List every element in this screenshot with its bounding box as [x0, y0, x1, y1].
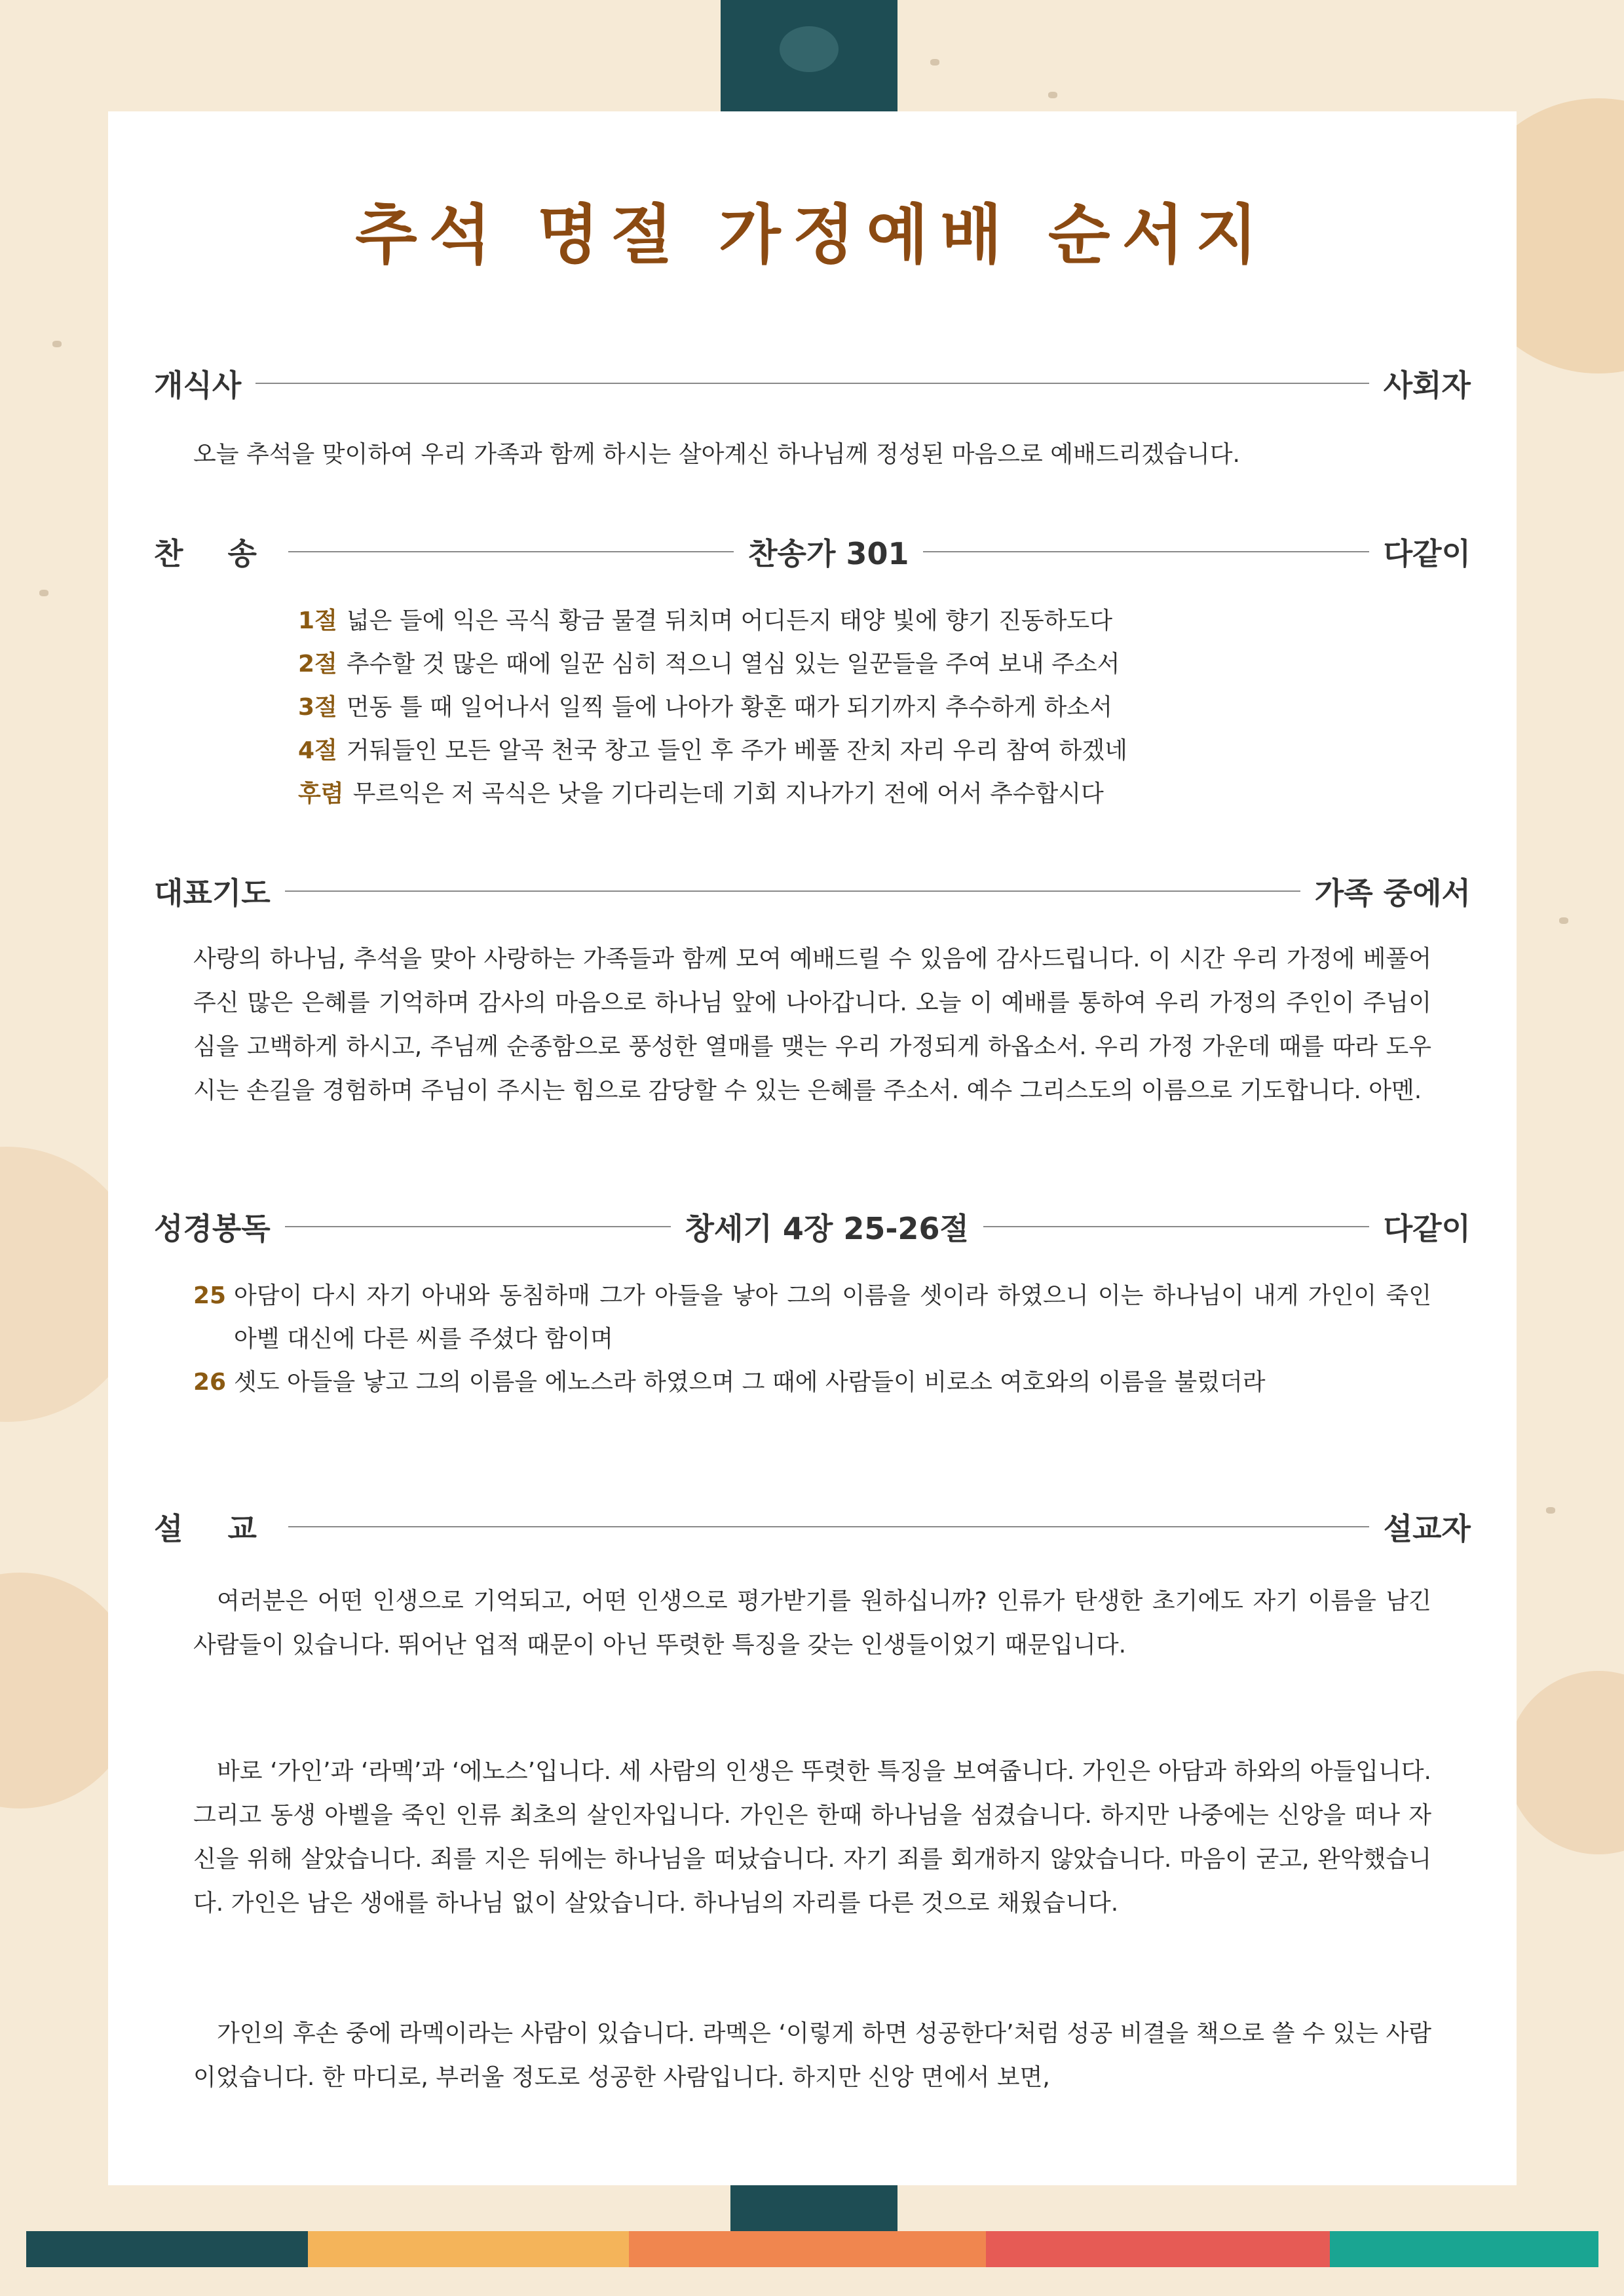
divider-line — [285, 890, 1300, 892]
sermon-paragraph: 가인의 후손 중에 라멕이라는 사람이 있습니다. 라멕은 ‘이렇게 하면 성공한다’처럼 성공 비결을 책으로 쓸 수 있는 사람이었습니다. 한 마디로, 부러울 정도로 성공한 사람입니다. 하지만 신앙 면에서 보면, — [193, 2020, 1431, 2091]
page-title: 추석 명절 가정예배 순서지 — [355, 197, 1270, 273]
background-speck — [52, 341, 62, 347]
background-speck — [1048, 92, 1057, 98]
section-header-sermon — [154, 1507, 1471, 1546]
divider-line — [288, 551, 734, 552]
background-speck — [39, 590, 48, 596]
prayer-text: 사랑의 하나님, 추석을 맞아 사랑하는 가족들과 함께 모여 예배드릴 수 있음에 감사드립니다. 이 시간 우리 가정에 베풀어주신 많은 은혜를 기억하며 감사의 마음으로 하나님 앞에 나아갑니다. 오늘 이 예배를 통하여 우리 가정의 주인이 주님이심을 고백하게 하시고, 주님께 순종함으로 풍성한 열매를 맺는 우리 가정되게 하옵소서. 우리 가정 가운데 때를 따라 도우시는 손길을 경험하며 주님이 주시는 힘으로 감당할 수 있는 은혜를 주소서. 예수 그리스도의 이름으로 기도합니다. 아멘. — [193, 946, 1431, 1104]
verse-text: 거둬들인 모든 알곡 천국 창고 들인 후 주가 베풀 잔치 자리 우리 참여 하겠네 — [346, 737, 1127, 764]
section-label: 대표기도 — [154, 875, 271, 911]
sermon-paragraph: 바로 ‘가인’과 ‘라멕’과 ‘에노스’입니다. 세 사람의 인생은 뚜렷한 특징을 보여줍니다. 가인은 아담과 하와의 아들입니다. 그리고 동생 아벨을 죽인 인류 최초의 살인자입니다. 가인은 한때 하나님을 섬겼습니다. 하지만 나중에는 신앙을 떠나 자신을 위해 살았습니다. 죄를 지은 뒤에는 하나님을 떠났습니다. 자기 죄를 회개하지 않았습니다. 마음이 굳고, 완악했습니다. 가인은 남은 생애를 하나님 없이 살았습니다. 하나님의 자리를 다른 것으로 채웠습니다. — [193, 1758, 1431, 1917]
verse-number: 25 — [193, 1282, 227, 1309]
divider-line — [983, 1226, 1369, 1227]
background-speck — [1559, 917, 1568, 924]
seal-ornament — [780, 26, 839, 72]
bottom-stripe-orange — [629, 2231, 986, 2267]
section-leader: 사회자 — [1383, 368, 1471, 403]
background-circle-right-bottom — [1507, 1671, 1624, 1854]
section-label: 성경봉독 — [154, 1211, 271, 1246]
section-label: 찬 송 — [154, 536, 274, 571]
sermon-paragraph: 여러분은 어떤 인생으로 기억되고, 어떤 인생으로 평가받기를 원하십니까? 인류가 탄생한 초기에도 자기 이름을 남긴 사람들이 있습니다. 뛰어난 업적 때문이 아닌 뚜렷한 특징을 갖는 인생들이었기 때문입니다. — [193, 1588, 1431, 1658]
section-leader: 가족 중에서 — [1314, 875, 1471, 911]
scripture-verse — [193, 1361, 1431, 1404]
divider-line — [255, 383, 1369, 384]
worship-program-card — [108, 111, 1517, 2185]
verse-text: 무르익은 저 곡식은 낫을 기다리는데 기회 지나가기 전에 어서 추수합시다 — [352, 780, 1104, 807]
bottom-stripe-yellow — [308, 2231, 629, 2267]
hymn-verses — [298, 600, 1127, 816]
section-leader: 설교자 — [1383, 1511, 1471, 1546]
hymn-verse — [298, 643, 1127, 686]
section-header-prayer — [154, 871, 1471, 911]
section-label: 개식사 — [154, 368, 242, 403]
scripture-verses — [193, 1274, 1431, 1404]
verse-number: 후렴 — [298, 780, 344, 807]
verse-number: 3절 — [298, 694, 337, 721]
scripture-verse — [193, 1274, 1431, 1361]
top-tab-decoration — [721, 0, 897, 111]
background-speck — [1546, 1507, 1555, 1514]
verse-number: 1절 — [298, 607, 337, 634]
section-leader: 다같이 — [1383, 536, 1471, 571]
bottom-stripe-green — [1330, 2231, 1598, 2267]
verse-number: 4절 — [298, 737, 337, 764]
verse-text: 추수할 것 많은 때에 일꾼 심히 적으니 열심 있는 일꾼들을 주여 보내 주소서 — [346, 651, 1120, 678]
opening-text: 오늘 추석을 맞이하여 우리 가족과 함께 하시는 살아계신 하나님께 정성된 마음으로 예배드리겠습니다. — [193, 441, 1240, 468]
section-header-opening — [154, 364, 1471, 403]
hymn-verse — [298, 600, 1127, 643]
bottom-stripe-red — [986, 2231, 1330, 2267]
scripture-reference: 창세기 4장 25-26절 — [685, 1211, 969, 1246]
background-speck — [930, 59, 939, 66]
verse-number: 2절 — [298, 651, 337, 678]
hymn-number: 찬송가 301 — [748, 536, 909, 571]
verse-number: 26 — [193, 1369, 227, 1396]
hymn-refrain — [298, 773, 1127, 816]
bottom-stripe-teal — [26, 2231, 308, 2267]
verse-text: 셋도 아들을 낳고 그의 이름을 에노스라 하였으며 그 때에 사람들이 비로소 여호와의 이름을 불렀더라 — [234, 1369, 1266, 1396]
verse-text: 아담이 다시 자기 아내와 동침하매 그가 아들을 낳아 그의 이름을 셋이라 하였으니 이는 하나님이 내게 가인이 죽인 아벨 대신에 다른 씨를 주셨다 함이며 — [234, 1282, 1431, 1352]
section-label: 설 교 — [154, 1511, 274, 1546]
divider-line — [923, 551, 1369, 552]
divider-line — [285, 1226, 671, 1227]
section-header-hymn — [154, 532, 1471, 571]
bottom-tab-decoration — [730, 2185, 897, 2231]
section-header-reading — [154, 1207, 1471, 1246]
hymn-verse — [298, 686, 1127, 729]
section-leader: 다같이 — [1383, 1211, 1471, 1246]
verse-text: 먼동 틀 때 일어나서 일찍 들에 나아가 황혼 때가 되기까지 추수하게 하소서 — [346, 694, 1112, 721]
divider-line — [288, 1526, 1369, 1527]
hymn-verse — [298, 729, 1127, 773]
verse-text: 넓은 들에 익은 곡식 황금 물결 뒤치며 어디든지 태양 빛에 향기 진동하도다 — [346, 607, 1112, 634]
